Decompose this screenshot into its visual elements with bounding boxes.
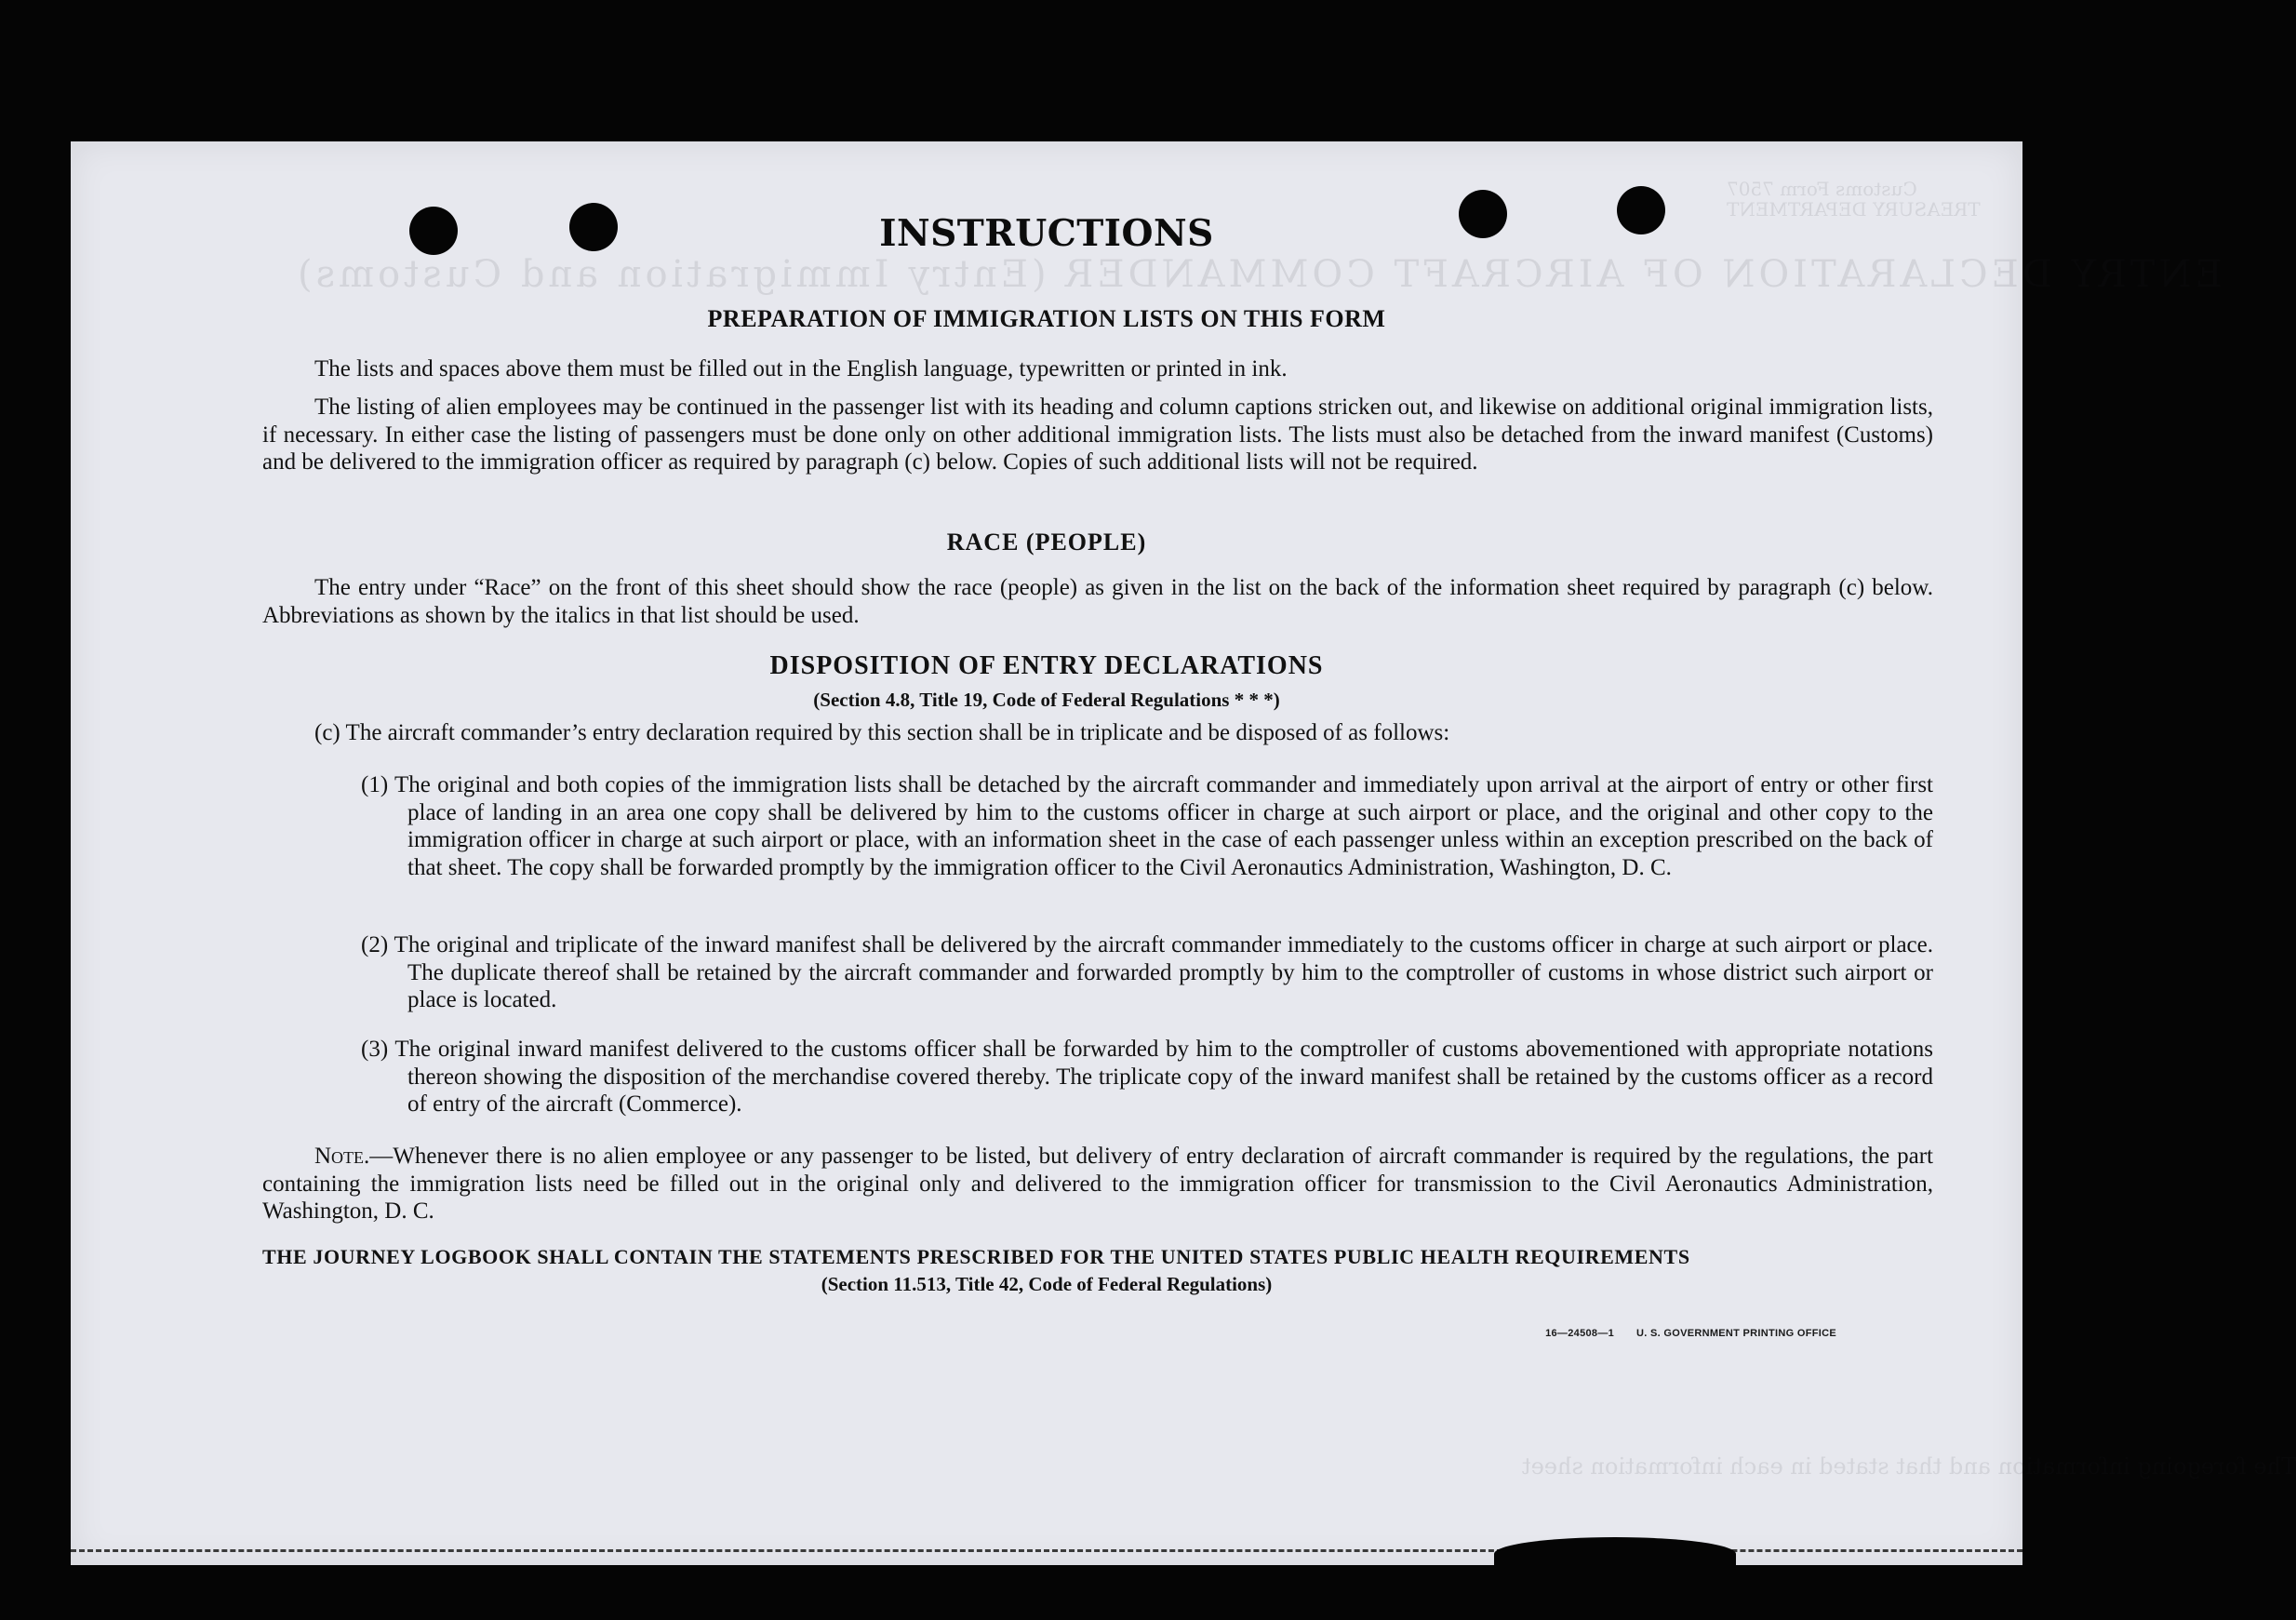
page-title: INSTRUCTIONS bbox=[879, 212, 1214, 255]
printer-imprint bbox=[1545, 1328, 1836, 1339]
show-through-heading: ENTRY DECLARATION OF AIRCRAFT COMMANDER (Entry Immigration and Customs) bbox=[294, 253, 2223, 296]
paragraph-preparation-2: The listing of alien employees may be continued in the passenger list with its heading and column captions stricken out, and likewise on additional original immigration lists, if necessary. In either case the listing of passengers must be done only on other additional immigration lists. The lists must also be detached from the inward manifest (Customs) and be delivered to the immigration officer as required by paragraph (c) below. Copies of such additional lists will not be required. bbox=[262, 395, 1933, 475]
list-item-number: (1) bbox=[361, 772, 389, 797]
printer-code: 16—24508—1 bbox=[1545, 1328, 1615, 1339]
show-through-form-id: Customs Form 7507 TREASURY DEPARTMENT bbox=[1727, 178, 1981, 221]
torn-edge bbox=[1494, 1537, 1736, 1571]
journey-citation: (Section 11.513, Title 42, Code of Federal Regulations) bbox=[821, 1273, 1273, 1295]
note-lead: Note. bbox=[314, 1144, 370, 1169]
paragraph-disposition-intro: (c) The aircraft commander’s entry declaration required by this section shall be in triplicate and be disposed of as follows: bbox=[314, 720, 1450, 745]
heading-preparation: PREPARATION OF IMMIGRATION LISTS ON THIS FORM bbox=[707, 305, 1386, 332]
printer-office: U. S. GOVERNMENT PRINTING OFFICE bbox=[1636, 1328, 1836, 1339]
heading-race: RACE (PEOPLE) bbox=[946, 529, 1147, 556]
citation-disposition: (Section 4.8, Title 19, Code of Federal Regulations * * *) bbox=[813, 689, 1280, 711]
show-through-footer: The foregoing information and that stated in each information sheet bbox=[1522, 1453, 2296, 1479]
note-paragraph bbox=[262, 1143, 1933, 1225]
list-item-number: (3) bbox=[361, 1037, 389, 1062]
note-text: —Whenever there is no alien employee or any passenger to be listed, but delivery of entry declaration of aircraft commander is required by the regulations, the part containing the immigration lists need be filled out in the original only and delivered to the immigration officer for transmission to the Civil Aeronautics Administration, Washington, D. C. bbox=[262, 1144, 1933, 1224]
list-item-text: The original inward manifest delivered to the customs officer shall be forwarded by him to the comptroller of customs abovementioned with appropriate notations thereon showing the disposition of the merchandise covered thereby. The triplicate copy of the inward manifest shall be retained by the customs officer as a record of entry of the aircraft (Commerce). bbox=[394, 1037, 1933, 1117]
list-item bbox=[361, 931, 1933, 1014]
list-item-text: The original and both copies of the immigration lists shall be detached by the aircraft commander and immediately upon arrival at the airport of entry or other first place of landing in an area one copy shall be delivered by him to the customs officer in charge at such airport or place, and the original and other copy to the immigration officer in charge at such airport or place, with an information sheet in the case of each passenger unless within an exception prescribed on the back of that sheet. The copy shall be forwarded promptly by the immigration officer to the Civil Aeronautics Administration, Washington, D. C. bbox=[394, 772, 1933, 880]
list-item-text: The original and triplicate of the inward manifest shall be delivered by the aircraft commander immediately to the customs officer in charge at such airport or place. The duplicate thereof shall be retained by the aircraft commander and forwarded promptly by him to the comptroller of customs in whose district such airport or place is located. bbox=[394, 932, 1933, 1012]
journey-statement: THE JOURNEY LOGBOOK SHALL CONTAIN THE STATEMENTS PRESCRIBED FOR THE UNITED STATES PUBLIC HEALTH REQUIREMENTS bbox=[262, 1245, 1690, 1268]
list-item-number: (2) bbox=[361, 932, 389, 957]
document-sheet bbox=[71, 141, 2296, 1565]
paragraph-preparation-1: The lists and spaces above them must be filled out in the English language, typewritten or printed in ink. bbox=[314, 356, 1288, 382]
list-item bbox=[361, 771, 1933, 881]
paragraph-race: The entry under “Race” on the front of this sheet should show the race (people) as given in the list on the back of the information sheet required by paragraph (c) below. Abbreviations as shown by the italics in that list should be used. bbox=[262, 575, 1933, 628]
list-item bbox=[361, 1036, 1933, 1118]
heading-disposition: DISPOSITION OF ENTRY DECLARATIONS bbox=[769, 651, 1324, 680]
